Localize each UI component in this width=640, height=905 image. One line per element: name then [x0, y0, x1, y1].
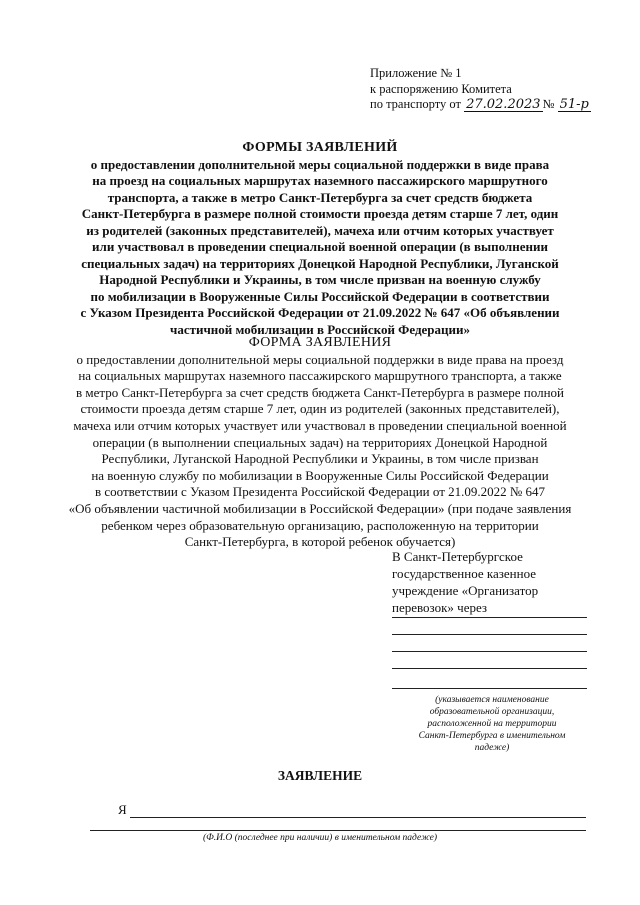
organization-blank-line[interactable] — [392, 688, 587, 689]
form-title-line: «Об объявлении частичной мобилизации в Российской Федерации» (при подаче заявления — [68, 500, 572, 516]
form-title-line: операции (в выполнении специальных задач) на территориях Донецкой Народной — [92, 434, 548, 450]
main-title-line: частичной мобилизации в Российской Федерации» — [170, 321, 470, 337]
hint-line: образовательной организации, — [429, 707, 555, 717]
appendix-line-2: к распоряжению Комитета — [370, 81, 512, 96]
addressee-line: учреждение «Организатор — [392, 583, 539, 598]
form-title-line: ребенком через образовательную организацию, расположенную на территории — [101, 517, 539, 533]
form-title-line: на социальных маршрутах наземного пассажирского маршрутного транспорта, а также — [78, 368, 562, 384]
organization-blank-line[interactable] — [392, 651, 587, 652]
main-title-line: Санкт-Петербурга в размере полной стоимости проезда детям старше 7 лет, один — [81, 206, 559, 221]
form-title-line: Санкт-Петербурга, в которой ребенок обучается) — [184, 534, 456, 550]
hint-line: (указывается наименование — [435, 695, 549, 705]
form-title-line: мачеха или отчим которых участвует или участвовал в проведении специальной военной — [73, 417, 567, 433]
addressee-line: перевозок» через — [392, 600, 488, 615]
organization-blank-line[interactable] — [392, 617, 587, 618]
form-title-line: стоимости проезда детям старше 7 лет, один из родителей (законных представителей), — [80, 401, 560, 417]
main-title-line: из родителей (законных представителей), мачеха или отчим которых участвует — [86, 222, 554, 238]
form-title-line: Республики, Луганской Народной Республики и Украины, в том числе призван — [101, 451, 539, 467]
appendix-line-3 — [370, 97, 591, 113]
form-title-line: в метро Санкт-Петербурга за счет средств бюджета Санкт-Петербурга в размере полной — [75, 384, 564, 400]
addressee-line: В Санкт-Петербургское — [392, 549, 523, 564]
ya-label: Я — [118, 802, 127, 817]
statement-heading: ЗАЯВЛЕНИЕ — [277, 768, 363, 783]
main-title-line: или участвовал в проведении специальной военной операции (в выполнении — [92, 239, 548, 254]
appendix-header — [370, 66, 591, 113]
addressee-block — [392, 548, 592, 616]
form-title-line: на военную службу по мобилизации в Вооруженные Силы Российской Федерации — [91, 467, 549, 483]
main-title-heading: ФОРМЫ ЗАЯВЛЕНИЙ — [242, 140, 398, 155]
main-title-line: по мобилизации в Вооруженные Силы Российской Федерации в соответствии — [90, 288, 550, 304]
addressee-line: государственное казенное — [392, 566, 537, 581]
handwritten-date: 27.02.2023 — [466, 97, 541, 112]
main-title-line: на проезд на социальных маршрутах наземного пассажирского маршрутного — [92, 173, 548, 188]
main-title-line: Народной Республики и Украины, в том числе призван на военную службу — [99, 272, 541, 287]
organization-hint — [392, 694, 592, 754]
hint-line: Санкт-Петербурга в именительном — [418, 731, 566, 741]
fio-blank-line-2[interactable] — [90, 830, 586, 831]
form-title-line: в соответствии с Указом Президента Российской Федерации от 21.09.2022 № 647 — [94, 484, 546, 500]
main-title-line: транспорта, а также в метро Санкт-Петербурга за счет средств бюджета — [107, 189, 533, 205]
hint-line: расположенной на территории — [427, 719, 557, 729]
main-title-line: с Указом Президента Российской Федерации от 21.09.2022 № 647 «Об объявлении — [80, 305, 560, 320]
fio-blank-line[interactable] — [130, 817, 586, 818]
appendix-line-3-prefix: по транспорту от — [370, 97, 461, 111]
number-label: № — [542, 97, 555, 111]
organization-blank-line[interactable] — [392, 668, 587, 669]
main-title-line: о предоставлении дополнительной меры социальной поддержки в виде права — [90, 156, 550, 172]
organization-blank-line[interactable] — [392, 634, 587, 635]
form-title-line: о предоставлении дополнительной меры социальной поддержки в виде права на проезд — [76, 351, 564, 367]
main-title-line: специальных задач) на территориях Донецкой Народной Республики, Луганской — [81, 255, 559, 271]
form-title-heading: ФОРМА ЗАЯВЛЕНИЯ — [248, 335, 392, 350]
form-title — [0, 335, 640, 551]
fio-hint: (Ф.И.О (последнее при наличии) в именительном падеже) — [202, 833, 438, 843]
appendix-line-1: Приложение № 1 — [370, 66, 462, 80]
handwritten-number: 51-р — [559, 97, 589, 112]
hint-line: падеже) — [474, 743, 510, 753]
main-title — [0, 140, 640, 338]
